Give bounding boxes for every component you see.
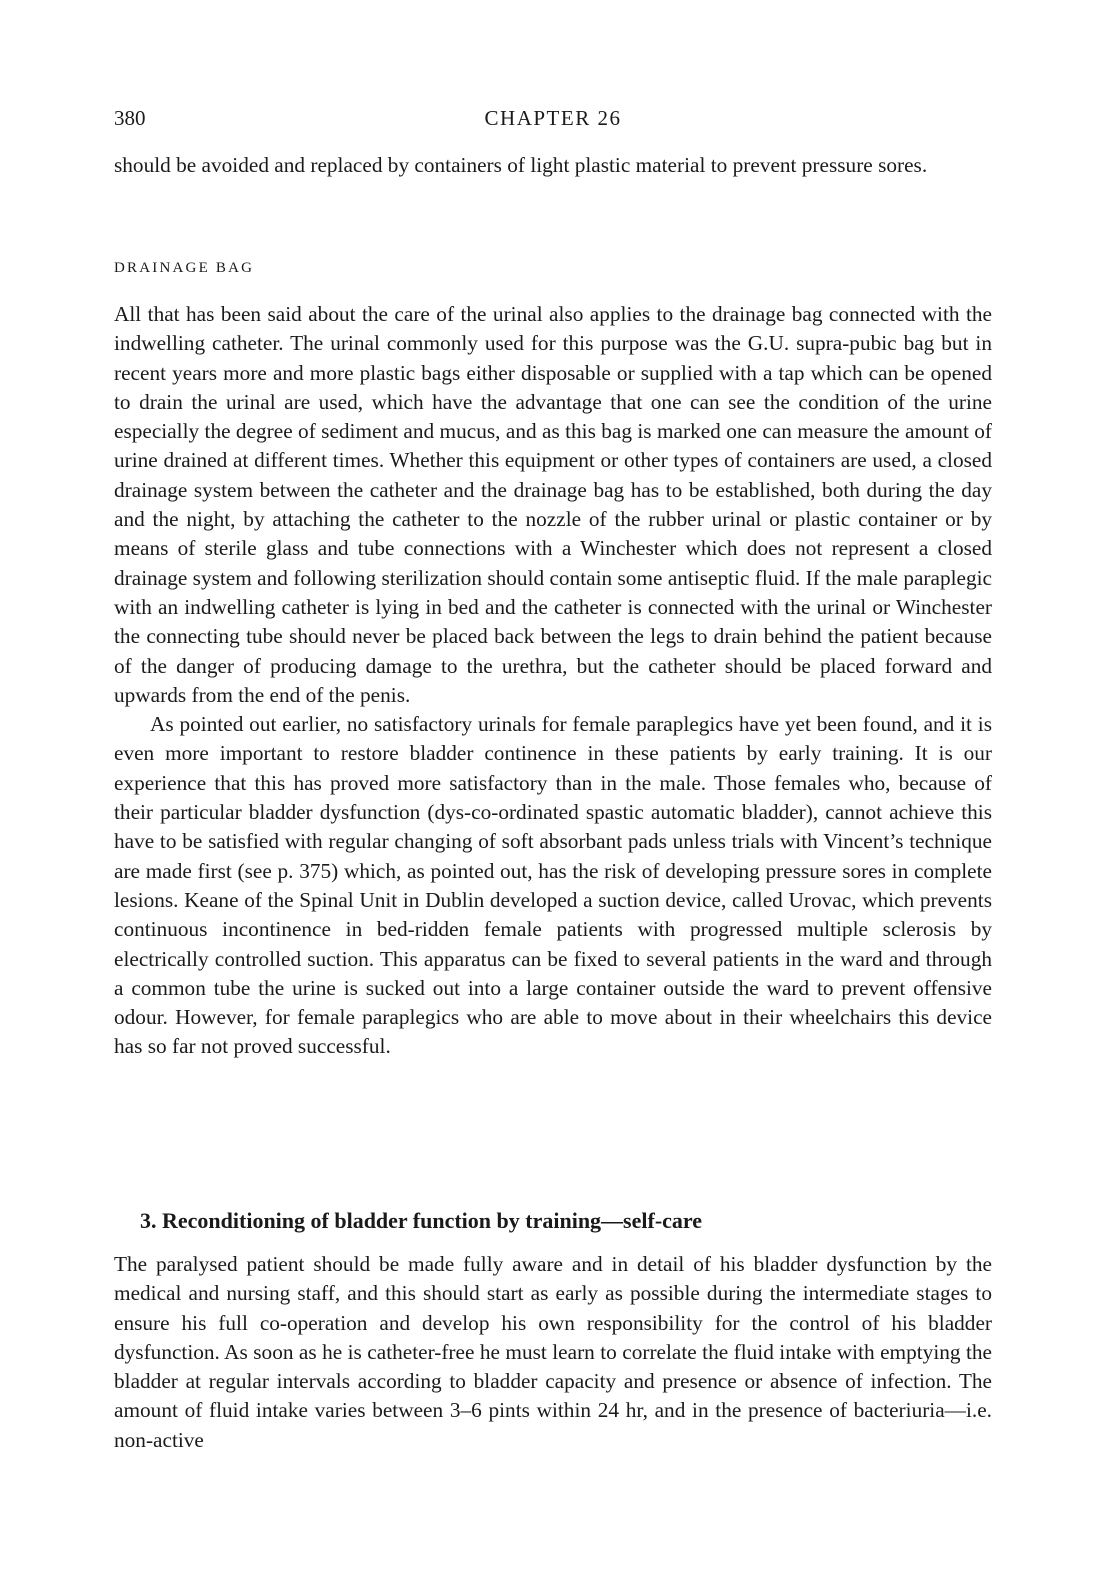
subheading-drainage-bag: DRAINAGE BAG (114, 260, 255, 276)
drainage-bag-body (114, 300, 992, 1062)
paragraph-text: should be avoided and replaced by containers of light plastic material to prevent pressure sores. (114, 153, 928, 177)
running-head (114, 106, 992, 136)
paragraph-text: As pointed out earlier, no satisfactory urinals for female paraplegics have yet been found, and it is even more important to restore bladder continence in these patients by early training. It is our experience that this has proved more satisfactory than in the male. Those females who, because of their particular bladder dysfunction (dys-co-ordinated spastic automatic bladder), cannot achieve this have to be satisfied with regular changing of soft absorbant pads unless trials with Vincent’s technique are made first (see p. 375) which, as pointed out, has the risk of developing pressure sores in complete lesions. Keane of the Spinal Unit in Dublin developed a suction device, called Urovac, which prevents continuous incontinence in bed-ridden female patients with progressed multiple sclerosis by electrically controlled suction. This apparatus can be fixed to several patients in the ward and through a common tube the urine is sucked out into a large container outside the ward to prevent offensive odour. However, for female paraplegics who are able to move about in their wheelchairs this device has so far not proved successful. (114, 712, 992, 1059)
paragraph-text: The paralysed patient should be made fully aware and in detail of his bladder dysfunction by the medical and nursing staff, and this should start as early as possible during the intermediate stages to ensure his full co-operation and develop his own responsibility for the control of his bladder dysfunction. As soon as he is catheter-free he must learn to correlate the fluid intake with emptying the bladder at regular intervals according to bladder capacity and presence or absence of infection. The amount of fluid intake varies between 3–6 pints within 24 hr, and in the presence of bacteriuria—i.e. non-active (114, 1252, 992, 1452)
continuation-paragraph (114, 151, 992, 180)
paragraph-text: All that has been said about the care of the urinal also applies to the drainage bag connected with the indwelling catheter. The urinal commonly used for this purpose was the G.U. supra-pubic bag but in recent years more and more plastic bags either disposable or supplied with a tap which can be opened to drain the urinal are used, which have the advantage that one can see the condition of the urine especially the degree of sediment and mucus, and as this bag is marked one can measure the amount of urine drained at different times. Whether this equipment or other types of containers are used, a closed drainage system between the catheter and the drainage bag has to be established, both during the day and the night, by attaching the catheter to the nozzle of the rubber urinal or plastic container or by means of sterile glass and tube connections with a Winchester which does not represent a closed drainage system and following sterilization should contain some antiseptic fluid. If the male paraplegic with an indwelling catheter is lying in bed and the catheter is connected with the urinal or Winchester the connecting tube should never be placed back between the legs to drain behind the patient because of the danger of producing damage to the urethra, but the catheter should be placed forward and upwards from the end of the penis. (114, 302, 992, 707)
section-3-body (114, 1250, 992, 1455)
page-number: 380 (114, 106, 146, 130)
section-heading: 3. Reconditioning of bladder function by training—self-care (140, 1208, 703, 1233)
chapter-title: CHAPTER 26 (484, 106, 622, 130)
